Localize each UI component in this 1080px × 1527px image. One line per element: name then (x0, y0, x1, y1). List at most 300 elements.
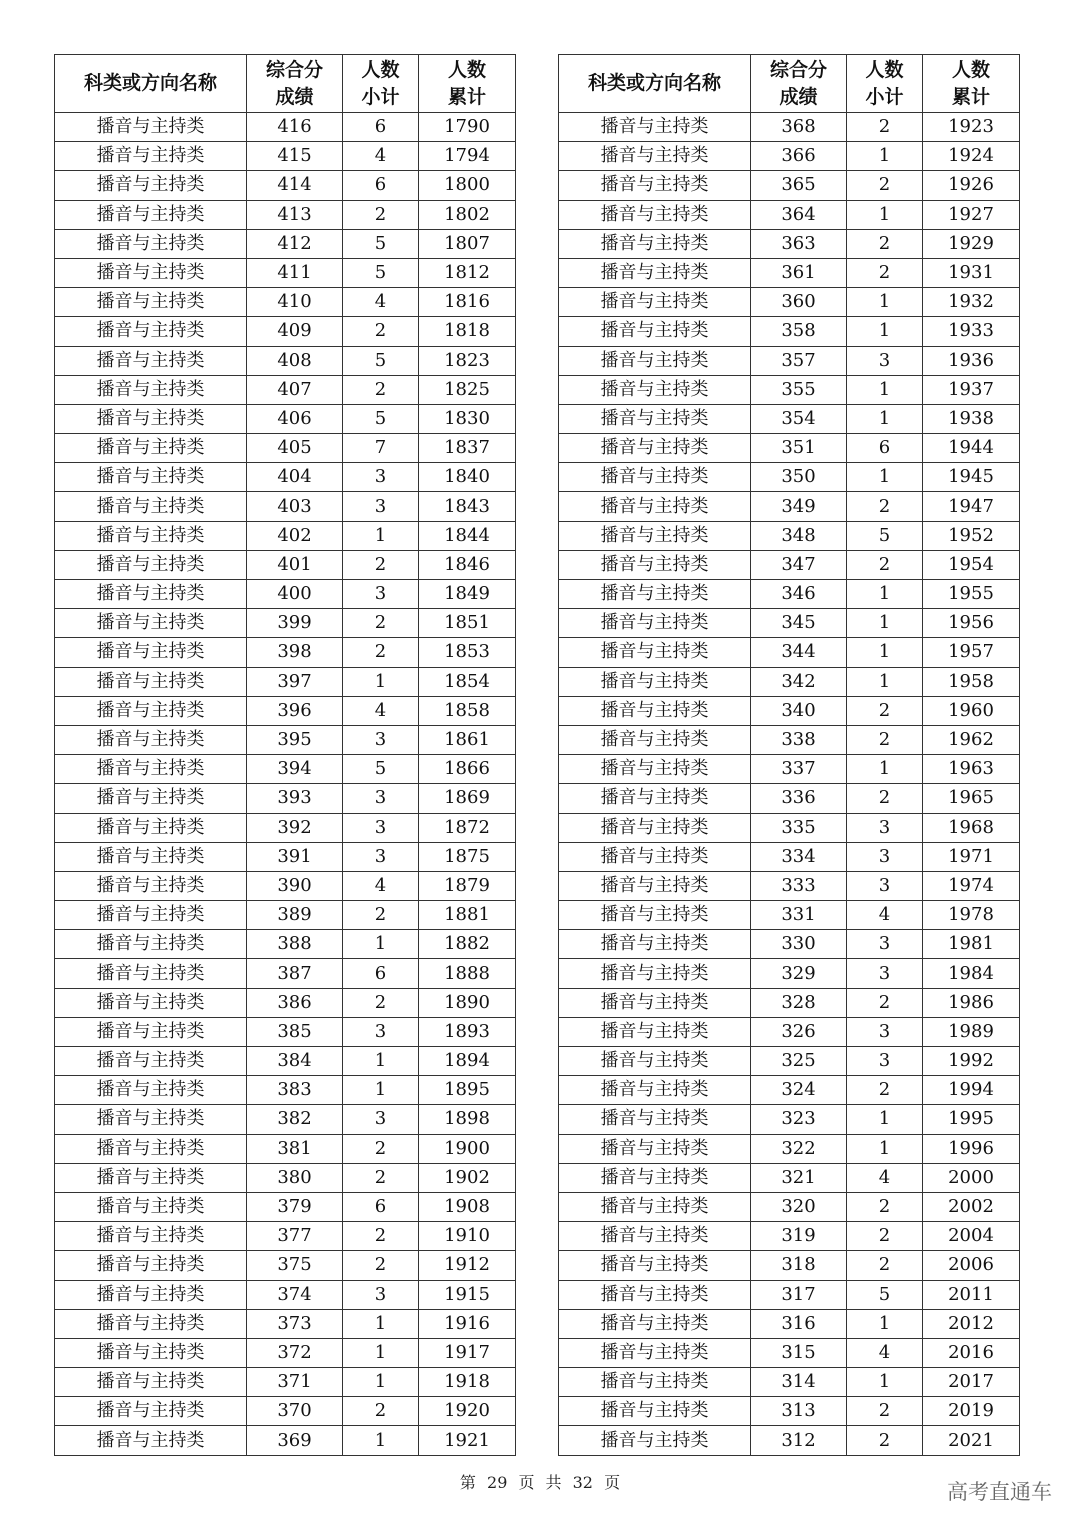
count-cell: 2 (343, 1251, 419, 1280)
category-cell: 播音与主持类 (559, 988, 751, 1017)
category-cell: 播音与主持类 (559, 842, 751, 871)
cumulative-cell: 1978 (923, 901, 1020, 930)
category-cell: 播音与主持类 (559, 1017, 751, 1046)
category-cell: 播音与主持类 (55, 1163, 247, 1192)
cumulative-cell: 1994 (923, 1076, 1020, 1105)
count-cell: 5 (343, 404, 419, 433)
category-cell: 播音与主持类 (559, 1192, 751, 1221)
cumulative-cell: 1823 (419, 346, 516, 375)
score-cell: 323 (751, 1105, 847, 1134)
count-cell: 2 (343, 200, 419, 229)
count-cell: 5 (847, 521, 923, 550)
count-cell: 4 (343, 871, 419, 900)
header-cumulative: 人数 累计 (923, 55, 1020, 113)
table-row (559, 959, 1020, 988)
count-cell: 4 (343, 696, 419, 725)
cumulative-cell: 1996 (923, 1134, 1020, 1163)
table-row (559, 1047, 1020, 1076)
header-score: 综合分 成绩 (247, 55, 343, 113)
count-cell: 1 (343, 521, 419, 550)
score-cell: 360 (751, 288, 847, 317)
table-row (559, 550, 1020, 579)
table-row (55, 1309, 516, 1338)
score-cell: 321 (751, 1163, 847, 1192)
count-cell: 2 (343, 317, 419, 346)
table-row (559, 1426, 1020, 1455)
score-cell: 337 (751, 755, 847, 784)
category-cell: 播音与主持类 (559, 346, 751, 375)
count-cell: 1 (343, 1338, 419, 1367)
cumulative-cell: 1917 (419, 1338, 516, 1367)
page-number: 第 29 页 共 32 页 (459, 1473, 621, 1492)
cumulative-cell: 1945 (923, 463, 1020, 492)
table-row (559, 813, 1020, 842)
count-cell: 1 (847, 609, 923, 638)
count-cell: 2 (343, 901, 419, 930)
category-cell: 播音与主持类 (559, 1076, 751, 1105)
score-cell: 416 (247, 113, 343, 142)
table-row (559, 1222, 1020, 1251)
table-row (559, 1280, 1020, 1309)
category-cell: 播音与主持类 (55, 871, 247, 900)
table-row (55, 1134, 516, 1163)
count-cell: 3 (847, 1017, 923, 1046)
table-row (559, 492, 1020, 521)
category-cell: 播音与主持类 (55, 1280, 247, 1309)
cumulative-cell: 1920 (419, 1397, 516, 1426)
score-cell: 411 (247, 258, 343, 287)
count-cell: 1 (847, 755, 923, 784)
category-cell: 播音与主持类 (55, 463, 247, 492)
table-row (559, 1338, 1020, 1367)
count-cell: 1 (343, 1368, 419, 1397)
score-cell: 407 (247, 375, 343, 404)
count-cell: 3 (847, 871, 923, 900)
cumulative-cell: 2002 (923, 1192, 1020, 1221)
category-cell: 播音与主持类 (55, 258, 247, 287)
category-cell: 播音与主持类 (559, 113, 751, 142)
category-cell: 播音与主持类 (559, 959, 751, 988)
cumulative-cell: 1995 (923, 1105, 1020, 1134)
cumulative-cell: 1963 (923, 755, 1020, 784)
header-cumulative: 人数 累计 (419, 55, 516, 113)
table-row (55, 258, 516, 287)
score-cell: 388 (247, 930, 343, 959)
score-cell: 395 (247, 725, 343, 754)
table-row (559, 463, 1020, 492)
category-cell: 播音与主持类 (55, 1134, 247, 1163)
cumulative-cell: 1853 (419, 638, 516, 667)
table-row (55, 930, 516, 959)
table-row (55, 404, 516, 433)
cumulative-cell: 1888 (419, 959, 516, 988)
score-cell: 398 (247, 638, 343, 667)
table-row (55, 696, 516, 725)
table-row (55, 755, 516, 784)
table-row (559, 346, 1020, 375)
score-cell: 318 (751, 1251, 847, 1280)
cumulative-cell: 1790 (419, 113, 516, 142)
cumulative-cell: 1882 (419, 930, 516, 959)
cumulative-cell: 1992 (923, 1047, 1020, 1076)
table-row (55, 142, 516, 171)
cumulative-cell: 1849 (419, 580, 516, 609)
cumulative-cell: 1944 (923, 434, 1020, 463)
score-cell: 361 (751, 258, 847, 287)
cumulative-cell: 1802 (419, 200, 516, 229)
count-cell: 2 (343, 550, 419, 579)
cumulative-cell: 1918 (419, 1368, 516, 1397)
count-cell: 6 (847, 434, 923, 463)
count-cell: 1 (847, 288, 923, 317)
cumulative-cell: 1898 (419, 1105, 516, 1134)
table-row (55, 1017, 516, 1046)
cumulative-cell: 1910 (419, 1222, 516, 1251)
cumulative-cell: 1840 (419, 463, 516, 492)
category-cell: 播音与主持类 (559, 288, 751, 317)
count-cell: 4 (343, 288, 419, 317)
table-row (55, 171, 516, 200)
table-row (55, 434, 516, 463)
score-cell: 349 (751, 492, 847, 521)
count-cell: 4 (343, 142, 419, 171)
count-cell: 5 (847, 1280, 923, 1309)
table-row (559, 1309, 1020, 1338)
table-row (559, 1192, 1020, 1221)
count-cell: 2 (343, 1397, 419, 1426)
table-row (55, 1368, 516, 1397)
cumulative-cell: 1794 (419, 142, 516, 171)
count-cell: 1 (343, 667, 419, 696)
category-cell: 播音与主持类 (55, 346, 247, 375)
cumulative-cell: 1989 (923, 1017, 1020, 1046)
category-cell: 播音与主持类 (559, 1134, 751, 1163)
table-row (55, 784, 516, 813)
cumulative-cell: 1968 (923, 813, 1020, 842)
score-cell: 320 (751, 1192, 847, 1221)
count-cell: 1 (343, 930, 419, 959)
count-cell: 3 (847, 959, 923, 988)
table-row (559, 434, 1020, 463)
table-row (55, 842, 516, 871)
table-row (559, 609, 1020, 638)
category-cell: 播音与主持类 (559, 492, 751, 521)
cumulative-cell: 1924 (923, 142, 1020, 171)
score-cell: 313 (751, 1397, 847, 1426)
table-row (55, 1105, 516, 1134)
category-cell: 播音与主持类 (559, 375, 751, 404)
cumulative-cell: 1895 (419, 1076, 516, 1105)
header-count: 人数 小计 (847, 55, 923, 113)
score-cell: 347 (751, 550, 847, 579)
score-cell: 404 (247, 463, 343, 492)
score-cell: 381 (247, 1134, 343, 1163)
cumulative-cell: 1800 (419, 171, 516, 200)
table-row (55, 580, 516, 609)
score-table-left (54, 54, 516, 1456)
count-cell: 4 (847, 1338, 923, 1367)
cumulative-cell: 2000 (923, 1163, 1020, 1192)
count-cell: 2 (847, 696, 923, 725)
cumulative-cell: 2011 (923, 1280, 1020, 1309)
table-row (55, 521, 516, 550)
cumulative-cell: 1851 (419, 609, 516, 638)
cumulative-cell: 1965 (923, 784, 1020, 813)
cumulative-cell: 2012 (923, 1309, 1020, 1338)
cumulative-cell: 1927 (923, 200, 1020, 229)
count-cell: 1 (847, 1105, 923, 1134)
score-cell: 412 (247, 229, 343, 258)
cumulative-cell: 1861 (419, 725, 516, 754)
category-cell: 播音与主持类 (55, 229, 247, 258)
table-row (559, 667, 1020, 696)
table-row (55, 1163, 516, 1192)
cumulative-cell: 1893 (419, 1017, 516, 1046)
category-cell: 播音与主持类 (559, 1251, 751, 1280)
table-row (559, 755, 1020, 784)
category-cell: 播音与主持类 (55, 667, 247, 696)
category-cell: 播音与主持类 (55, 1017, 247, 1046)
count-cell: 5 (343, 346, 419, 375)
category-cell: 播音与主持类 (55, 959, 247, 988)
cumulative-cell: 1879 (419, 871, 516, 900)
category-cell: 播音与主持类 (559, 258, 751, 287)
table-row (55, 959, 516, 988)
table-row (55, 871, 516, 900)
table-row (559, 317, 1020, 346)
score-cell: 415 (247, 142, 343, 171)
table-row (55, 346, 516, 375)
count-cell: 2 (343, 1134, 419, 1163)
category-cell: 播音与主持类 (55, 609, 247, 638)
count-cell: 2 (343, 988, 419, 1017)
score-cell: 351 (751, 434, 847, 463)
score-cell: 406 (247, 404, 343, 433)
count-cell: 6 (343, 1192, 419, 1221)
score-cell: 402 (247, 521, 343, 550)
count-cell: 2 (847, 1076, 923, 1105)
score-cell: 386 (247, 988, 343, 1017)
count-cell: 1 (847, 1309, 923, 1338)
table-row (559, 871, 1020, 900)
table-row (55, 288, 516, 317)
count-cell: 1 (847, 142, 923, 171)
category-cell: 播音与主持类 (55, 404, 247, 433)
category-cell: 播音与主持类 (55, 142, 247, 171)
score-cell: 403 (247, 492, 343, 521)
count-cell: 3 (343, 463, 419, 492)
count-cell: 3 (343, 1105, 419, 1134)
cumulative-cell: 1947 (923, 492, 1020, 521)
category-cell: 播音与主持类 (559, 1047, 751, 1076)
cumulative-cell: 1957 (923, 638, 1020, 667)
category-cell: 播音与主持类 (55, 1192, 247, 1221)
score-cell: 379 (247, 1192, 343, 1221)
category-cell: 播音与主持类 (55, 492, 247, 521)
cumulative-cell: 1938 (923, 404, 1020, 433)
category-cell: 播音与主持类 (559, 200, 751, 229)
score-cell: 316 (751, 1309, 847, 1338)
table-row (559, 1163, 1020, 1192)
score-cell: 394 (247, 755, 343, 784)
category-cell: 播音与主持类 (55, 1426, 247, 1455)
score-cell: 374 (247, 1280, 343, 1309)
cumulative-cell: 1818 (419, 317, 516, 346)
count-cell: 6 (343, 959, 419, 988)
score-cell: 392 (247, 813, 343, 842)
category-cell: 播音与主持类 (55, 988, 247, 1017)
cumulative-cell: 1962 (923, 725, 1020, 754)
score-cell: 325 (751, 1047, 847, 1076)
category-cell: 播音与主持类 (55, 200, 247, 229)
category-cell: 播音与主持类 (559, 317, 751, 346)
score-cell: 322 (751, 1134, 847, 1163)
score-cell: 384 (247, 1047, 343, 1076)
count-cell: 6 (343, 113, 419, 142)
score-cell: 315 (751, 1338, 847, 1367)
score-cell: 383 (247, 1076, 343, 1105)
score-cell: 357 (751, 346, 847, 375)
category-cell: 播音与主持类 (559, 1309, 751, 1338)
cumulative-cell: 2004 (923, 1222, 1020, 1251)
category-cell: 播音与主持类 (55, 1105, 247, 1134)
score-cell: 410 (247, 288, 343, 317)
table-row (55, 200, 516, 229)
cumulative-cell: 2006 (923, 1251, 1020, 1280)
table-row (55, 638, 516, 667)
score-cell: 338 (751, 725, 847, 754)
count-cell: 1 (847, 1134, 923, 1163)
cumulative-cell: 1816 (419, 288, 516, 317)
cumulative-cell: 2021 (923, 1426, 1020, 1455)
count-cell: 1 (847, 667, 923, 696)
category-cell: 播音与主持类 (55, 171, 247, 200)
table-body-left (55, 113, 516, 1456)
count-cell: 3 (847, 842, 923, 871)
cumulative-cell: 1974 (923, 871, 1020, 900)
table-row (559, 930, 1020, 959)
table-row (559, 1105, 1020, 1134)
table-row (559, 638, 1020, 667)
cumulative-cell: 2016 (923, 1338, 1020, 1367)
table-row (559, 229, 1020, 258)
table-row (559, 1368, 1020, 1397)
table-row (559, 988, 1020, 1017)
score-cell: 344 (751, 638, 847, 667)
count-cell: 2 (847, 113, 923, 142)
category-cell: 播音与主持类 (559, 667, 751, 696)
category-cell: 播音与主持类 (559, 784, 751, 813)
count-cell: 2 (847, 171, 923, 200)
table-row (55, 113, 516, 142)
count-cell: 6 (343, 171, 419, 200)
cumulative-cell: 1854 (419, 667, 516, 696)
score-table-right (558, 54, 1020, 1456)
score-cell: 342 (751, 667, 847, 696)
cumulative-cell: 1960 (923, 696, 1020, 725)
score-cell: 390 (247, 871, 343, 900)
count-cell: 2 (847, 725, 923, 754)
score-cell: 335 (751, 813, 847, 842)
table-row (559, 200, 1020, 229)
score-cell: 413 (247, 200, 343, 229)
category-cell: 播音与主持类 (559, 930, 751, 959)
table-row (55, 550, 516, 579)
count-cell: 3 (847, 1047, 923, 1076)
score-cell: 370 (247, 1397, 343, 1426)
cumulative-cell: 1846 (419, 550, 516, 579)
score-cell: 364 (751, 200, 847, 229)
cumulative-cell: 1843 (419, 492, 516, 521)
category-cell: 播音与主持类 (55, 813, 247, 842)
count-cell: 3 (343, 1017, 419, 1046)
count-cell: 1 (847, 638, 923, 667)
category-cell: 播音与主持类 (559, 901, 751, 930)
count-cell: 1 (847, 463, 923, 492)
category-cell: 播音与主持类 (559, 871, 751, 900)
score-cell: 414 (247, 171, 343, 200)
cumulative-cell: 1921 (419, 1426, 516, 1455)
cumulative-cell: 1900 (419, 1134, 516, 1163)
count-cell: 3 (343, 784, 419, 813)
table-row (559, 901, 1020, 930)
cumulative-cell: 2017 (923, 1368, 1020, 1397)
table-row (55, 1076, 516, 1105)
count-cell: 2 (343, 609, 419, 638)
table-row (559, 1251, 1020, 1280)
count-cell: 5 (343, 755, 419, 784)
table-header-row (559, 55, 1020, 113)
count-cell: 2 (847, 258, 923, 287)
table-row (559, 404, 1020, 433)
count-cell: 3 (343, 842, 419, 871)
score-cell: 397 (247, 667, 343, 696)
category-cell: 播音与主持类 (559, 404, 751, 433)
cumulative-cell: 1837 (419, 434, 516, 463)
count-cell: 1 (343, 1047, 419, 1076)
count-cell: 2 (343, 638, 419, 667)
table-row (55, 609, 516, 638)
score-cell: 401 (247, 550, 343, 579)
count-cell: 2 (847, 1192, 923, 1221)
table-row (55, 375, 516, 404)
category-cell: 播音与主持类 (559, 755, 751, 784)
table-row (55, 1047, 516, 1076)
category-cell: 播音与主持类 (559, 813, 751, 842)
category-cell: 播音与主持类 (559, 725, 751, 754)
header-score: 综合分 成绩 (751, 55, 847, 113)
score-cell: 375 (247, 1251, 343, 1280)
count-cell: 3 (343, 725, 419, 754)
score-cell: 336 (751, 784, 847, 813)
table-row (559, 1397, 1020, 1426)
cumulative-cell: 1971 (923, 842, 1020, 871)
category-cell: 播音与主持类 (55, 317, 247, 346)
category-cell: 播音与主持类 (559, 1222, 751, 1251)
score-cell: 372 (247, 1338, 343, 1367)
cumulative-cell: 1908 (419, 1192, 516, 1221)
category-cell: 播音与主持类 (559, 229, 751, 258)
table-row (55, 463, 516, 492)
count-cell: 1 (847, 580, 923, 609)
count-cell: 2 (847, 1251, 923, 1280)
category-cell: 播音与主持类 (55, 550, 247, 579)
score-cell: 385 (247, 1017, 343, 1046)
table-body-right (559, 113, 1020, 1456)
count-cell: 2 (847, 1426, 923, 1455)
cumulative-cell: 1937 (923, 375, 1020, 404)
cumulative-cell: 1858 (419, 696, 516, 725)
